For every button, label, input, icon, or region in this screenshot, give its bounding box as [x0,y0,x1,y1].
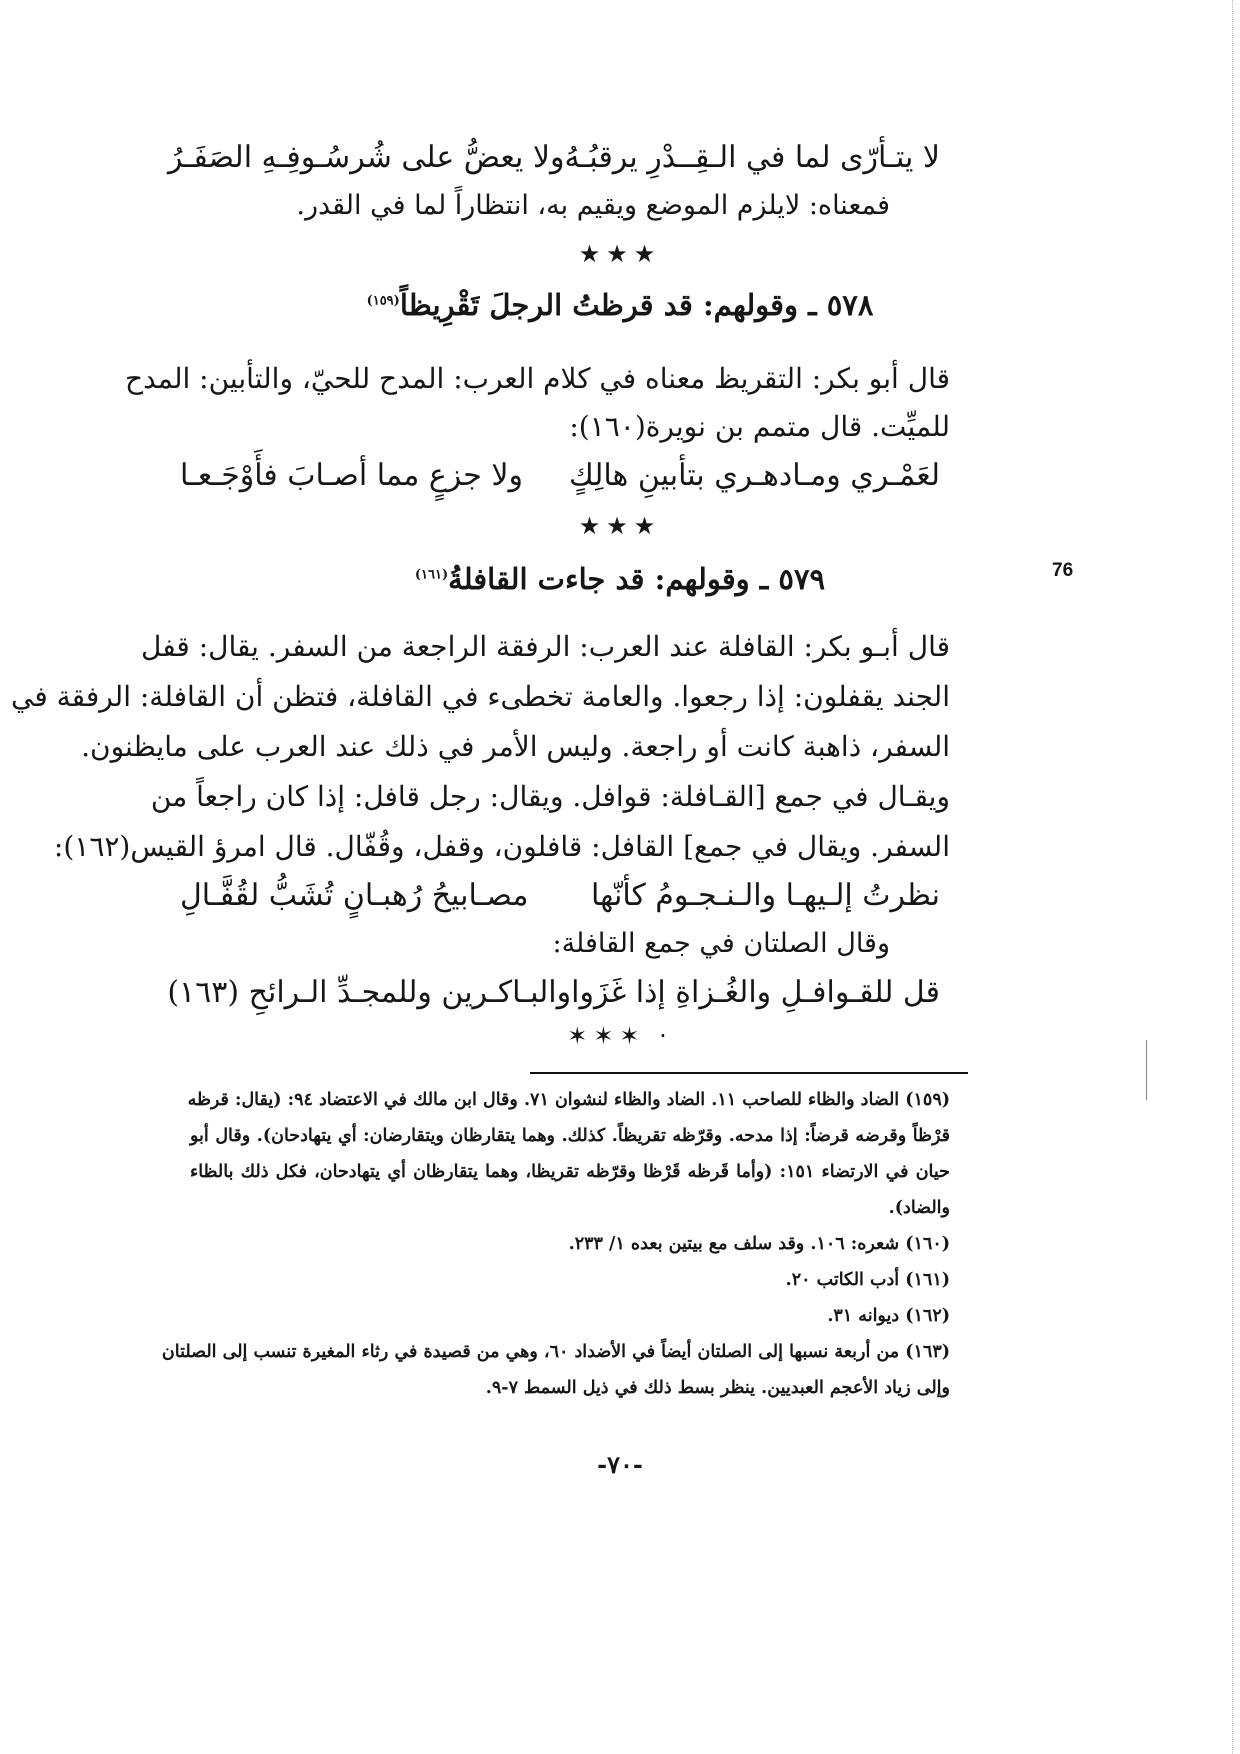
footnote-159-line-3: حيان في الارتضاء ١٥١: (وأما قَرظه قَرْظا وقرّظه تقريظا، وهما يتقارظان أي يتهادحان، فكل ذلك بالظاء [190,1162,950,1182]
separator-stars-2: ★★★ [578,512,662,540]
verse-2-first-hemistich: لعَمْـري ومـادهـري بتأبينِ هالِكٍ [568,458,940,493]
salatan-intro-line: وقال الصلتان في جمع القافلة: [552,928,890,959]
page-number: -٧٠- [597,1450,643,1479]
entry-heading-578-text: ٥٧٨ ـ وقولهم: قد قرظتُ الرجلَ تَقْرِيظاً [399,288,874,322]
verse-3-second-hemistich: مصـابيحُ رُهبـانٍ تُشَبُّ لقُفَّـالِ [180,878,529,913]
verse-2 [180,458,940,493]
footnote-ref-159: (١٥٩) [366,293,400,309]
verse-4-first-hemistich: قل للقـوافـلِ والغُـزاةِ إذا غَزَوا [571,975,940,1010]
entry-heading-578 [0,288,1240,322]
footnote-159-line-4: والضاد). [888,1198,950,1218]
paragraph-579-line-5: السفر. ويقال في جمع] القافل: قافلون، وقفل، وقُفّال. قال امرؤ القيس(١٦٢): [53,830,950,863]
verse-3-first-hemistich: نظرتُ إلـيهـا والـنـجـومُ كأنّها [591,878,940,913]
footnote-159-line-1: (١٥٩) الضاد والظاء للصاحب ١١. الضاد والظاء لنشوان ٧١. وقال ابن مالك في الاعتضاد ٩٤: (يقال: قرظه [187,1090,950,1110]
verse-4 [167,975,940,1010]
footnote-163-line-2: وإلى زياد الأعجم العبديين. ينظر بسط ذلك في ذيل السمط ٧-٩. [485,1378,950,1398]
footnote-ref-161: (١٦١) [414,567,449,583]
paragraph-578-line-2: للميِّت. قال متمم بن نويرة(١٦٠): [569,410,950,443]
verse-4-second-hemistich: والبـاكـرين وللمجـدِّ الـرائحِ (١٦٣) [167,975,572,1010]
footnote-separator-rule [530,1072,968,1074]
entry-heading-579-text: ٥٧٩ ـ وقولهم: قد جاءت القافلةُ [448,562,826,596]
paragraph-578-line-1: قال أبو بكر: التقريظ معناه في كلام العرب: المدح للحيّ، والتأبين: المدح [125,362,950,395]
footnote-160: (١٦٠) شعره: ١٠٦. وقد سلف مع بيتين بعده ١/ ٢٣٣. [568,1234,950,1254]
paragraph-579-line-4: ويقـال في جمع [القـافلة: قوافل. ويقال: رجل قافل: إذا كان راجعاً من [150,780,950,813]
verse-2-second-hemistich: ولا جزعٍ مما أصـابَ فأَوْجَـعـا [180,458,523,493]
paragraph-579-line-3: السفر، ذاهبة كانت أو راجعة. وليس الأمر في ذلك عند العرب على مايظنون. [81,730,950,763]
paragraph-579-line-2: الجند يقفلون: إذا رجعوا. والعامة تخطىء في القافلة، فتظن أن القافلة: الرفقة في [11,680,950,713]
verse-1 [168,140,940,175]
footnote-161: (١٦١) أدب الكاتب ٢٠. [785,1270,950,1290]
footnote-163-line-1: (١٦٣) من أربعة نسبها إلى الصلتان أيضاً في الأضداد ٦٠، وهي من قصيدة في رثاء المغيرة تنسب إلى الصلتان [161,1342,950,1362]
meaning-line: فمعناه: لايلزم الموضع ويقيم به، انتظاراً لما في القدر. [296,190,890,221]
separator-stars-3: · ✶✶✶ [567,1022,673,1050]
paragraph-579-line-1: قال أبـو بكر: القافلة عند العرب: الرفقة الراجعة من السفر. يقال: قفل [141,630,950,663]
verse-1-first-hemistich: لا يتـأرّى لما في الـقِــدْرِ يرقبُـهُ [564,140,940,175]
verse-3 [180,878,940,913]
entry-heading-579 [0,562,1240,596]
footnote-162: (١٦٢) ديوانه ٣١. [827,1306,950,1326]
margin-number: 76 [1052,560,1074,581]
verse-1-second-hemistich: ولا يعضُّ على شُرسُـوفِـهِ الصَفَـرُ [168,140,565,175]
separator-stars-1: ★★★ [578,240,662,268]
footnote-159-line-2: قرْظاً وقرضه قرضاً: إذا مدحه. وقرّظه تقريظاً. كذلك. وهما يتقارظان ويتقارضان: أي يتهادحان). وقال أبو [190,1126,950,1146]
